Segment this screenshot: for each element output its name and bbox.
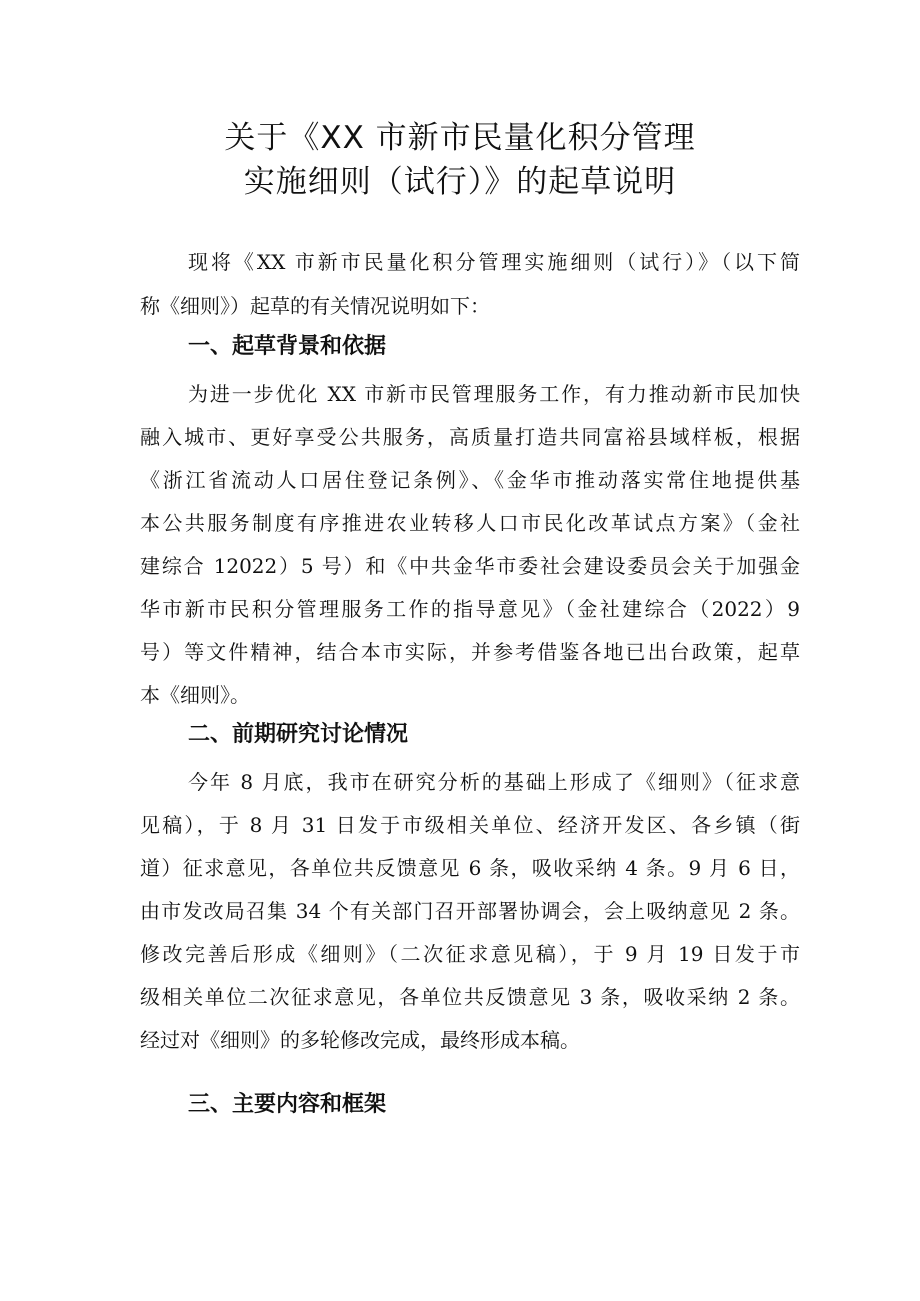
section-1-heading: 一、起草背景和依据	[188, 334, 387, 359]
section-3-heading: 三、主要内容和框架	[188, 1092, 387, 1117]
section-2-line-7: 经过对《细则》的多轮修改完成，最终形成本稿。	[140, 1028, 580, 1052]
section-1-line-7: 号）等文件精神，结合本市实际，并参考借鉴各地已出台政策，起草	[140, 640, 800, 664]
document-title-line-1: 关于《XX 市新市民量化积分管理	[224, 120, 696, 156]
section-1-line-5: 建综合 12022）5 号）和《中共金华市委社会建设委员会关于加强金	[140, 554, 800, 578]
section-2-line-1: 今年 8 月底，我市在研究分析的基础上形成了《细则》（征求意	[188, 770, 800, 794]
section-2-line-2: 见稿），于 8 月 31 日发于市级相关单位、经济开发区、各乡镇（街	[140, 813, 800, 837]
section-2-heading: 二、前期研究讨论情况	[188, 722, 409, 747]
section-1-line-1: 为进一步优化 XX 市新市民管理服务工作，有力推动新市民加快	[188, 382, 800, 406]
section-2-line-4: 由市发改局召集 34 个有关部门召开部署协调会，会上吸纳意见 2 条。	[140, 899, 800, 923]
section-1-line-3: 《浙江省流动人口居住登记条例》、《金华市推动落实常住地提供基	[140, 468, 800, 492]
section-1-line-2: 融入城市、更好享受公共服务，高质量打造共同富裕县域样板，根据	[140, 425, 800, 449]
section-2-line-6: 级相关单位二次征求意见，各单位共反馈意见 3 条，吸收采纳 2 条。	[140, 985, 800, 1009]
section-1-line-4: 本公共服务制度有序推进农业转移人口市民化改革试点方案》（金社	[140, 511, 800, 535]
section-1-line-8: 本《细则》。	[140, 683, 250, 707]
section-2-line-5: 修改完善后形成《细则》（二次征求意见稿），于 9 月 19 日发于市	[140, 942, 800, 966]
section-2-line-3: 道）征求意见，各单位共反馈意见 6 条，吸收采纳 4 条。9 月 6 日，	[140, 856, 800, 880]
section-1-line-6: 华市新市民积分管理服务工作的指导意见》（金社建综合（2022）9	[140, 597, 800, 621]
intro-line-2: 称《细则》）起草的有关情况说明如下：	[140, 294, 490, 318]
document-title-line-2: 实施细则（试行）》的起草说明	[243, 164, 677, 200]
intro-line-1: 现将《XX 市新市民量化积分管理实施细则（试行）》（以下简	[188, 250, 800, 274]
